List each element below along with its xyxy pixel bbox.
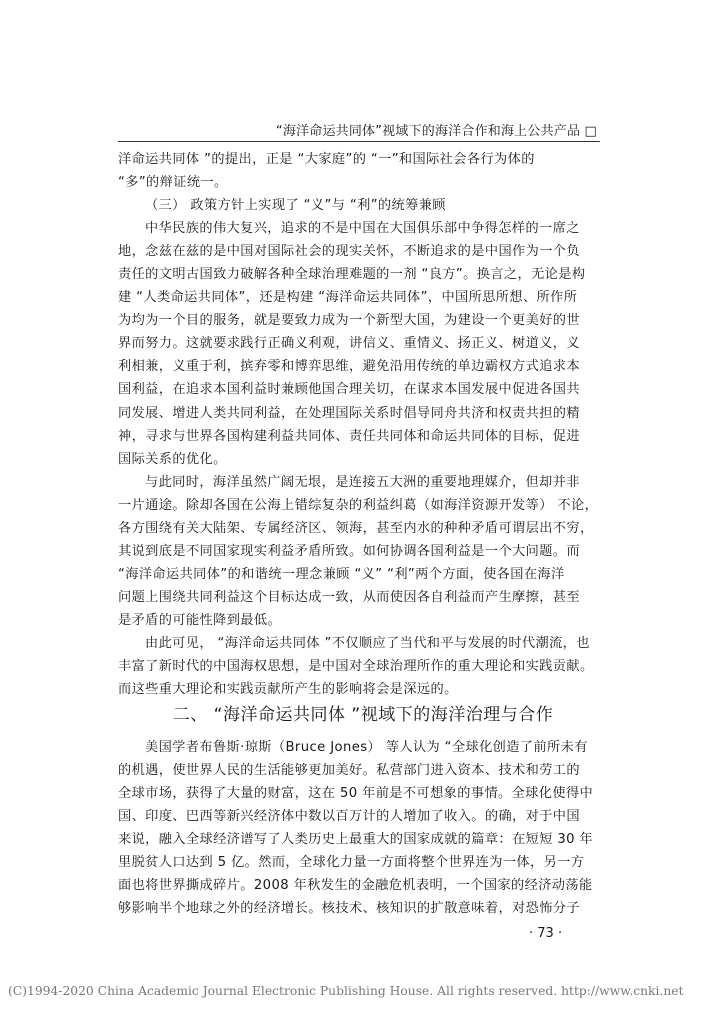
text-line: 里脱贫人口达到 5 亿。然而，全球化力量一方面将整个世界连为一体，另一方: [118, 855, 585, 871]
text-line: “海洋命运共同体”的和谐统一理念兼顾 “义” “利”两个方面，使各国在海洋: [118, 566, 565, 582]
text-line: 问题上围绕共同利益这个目标达成一致，从而使因各自利益而产生摩擦，甚至: [118, 589, 580, 605]
subsection-heading: （三） 政策方针上实现了 “义”与 “利”的统筹兼顾: [145, 198, 446, 214]
body-text-block-2: [118, 736, 608, 920]
text-line: 利相兼，义重于利，摈弃零和博弈思维，避免沿用传统的单边霸权方式追求本: [118, 359, 580, 375]
running-header: “海洋命运共同体”视域下的海洋合作和海上公共产品 □: [275, 124, 597, 139]
copyright-notice: (C)1994-2020 China Academic Journal Electronic Publishing House. All rights reserved. http://www.cnki.net: [8, 984, 684, 998]
text-line: 丰富了新时代的中国海权思想，是中国对全球治理所作的重大理论和实践贡献。: [118, 659, 594, 675]
text-line: 责任的文明古国致力破解各种全球治理难题的一剂 “良方”。换言之，无论是构: [118, 267, 586, 283]
text-line: 面也将世界撕成碎片。2008 年秋发生的金融危机表明，一个国家的经济动荡能: [118, 878, 593, 894]
text-line: 国、印度、巴西等新兴经济体中数以百万计的人增加了收入。的确，对于中国: [118, 809, 580, 825]
text-line: 各方围绕有关大陆架、专属经济区、领海，甚至内水的种种矛盾可谓层出不穷，: [118, 520, 594, 536]
text-line: 其说到底是不同国家现实利益矛盾所致。如何协调各国利益是一个大问题。而: [118, 543, 580, 559]
text-line: 地，念兹在兹的是中国对国际社会的现实关怀，不断追求的是中国作为一个负: [118, 244, 580, 260]
text-line: 界而努力。这就要求践行正确义利观，讲信义、重情义、扬正义、树道义，义: [118, 336, 580, 352]
text-line: 来说，融入全球经济谱写了人类历史上最重大的国家成就的篇章：在短短 30 年: [118, 832, 594, 848]
text-line: 是矛盾的可能性降到最低。: [118, 612, 282, 628]
text-line: “多”的辩证统一。: [118, 175, 228, 191]
text-line: 美国学者布鲁斯·琼斯（Bruce Jones） 等人认为 “全球化创造了前所未有: [145, 740, 588, 755]
text-line: 的机遇，使世界人民的生活能够更加美好。私营部门进入资本、技术和劳工的: [118, 763, 580, 779]
text-line: 中华民族的伟大复兴，追求的不是中国在大国俱乐部中争得怎样的一席之: [145, 221, 580, 237]
body-text-block-1: [118, 148, 608, 701]
text-line: 洋命运共同体 ”的提出，正是 “大家庭”的 “一”和国际社会各行为体的: [118, 152, 535, 167]
text-line: 同发展、增进人类共同利益，在处理国际关系时倡导同舟共济和权责共担的精: [118, 405, 580, 421]
text-line: 神，寻求与世界各国构建利益共同体、责任共同体和命运共同体的目标，促进: [118, 428, 580, 444]
text-line: 够影响半个地球之外的经济增长。核技术、核知识的扩散意味着，对恐怖分子: [118, 901, 580, 917]
header-rule: [118, 141, 600, 142]
text-line: 为均为一个目的服务，就是要致力成为一个新型大国，为建设一个更美好的世: [118, 313, 580, 329]
text-line: 而这些重大理论和实践贡献所产生的影响将会是深远的。: [118, 682, 458, 698]
text-line: 全球市场，获得了大量的财富，这在 50 年前是不可想象的事情。全球化使得中: [118, 786, 594, 802]
text-line: 一片通途。除却各国在公海上错综复杂的利益纠葛（如海洋资源开发等） 不论，: [118, 497, 599, 513]
page-number: · 73 ·: [529, 926, 563, 941]
text-line: 由此可见， “海洋命运共同体 ”不仅顺应了当代和平与发展的时代潮流，也: [145, 635, 590, 651]
text-line: 国利益，在追求本国利益时兼顾他国合理关切，在谋求本国发展中促进各国共: [118, 382, 580, 398]
text-line: 与此同时，海洋虽然广阔无垠，是连接五大洲的重要地理媒介，但却并非: [145, 474, 580, 490]
text-line: 建 “人类命运共同体”，还是构建 “海洋命运共同体”，中国所思所想、所作所: [118, 290, 578, 306]
text-line: 国际关系的优化。: [118, 451, 227, 467]
section-title: 二、 “海洋命运共同体 ”视域下的海洋治理与合作: [172, 705, 554, 725]
